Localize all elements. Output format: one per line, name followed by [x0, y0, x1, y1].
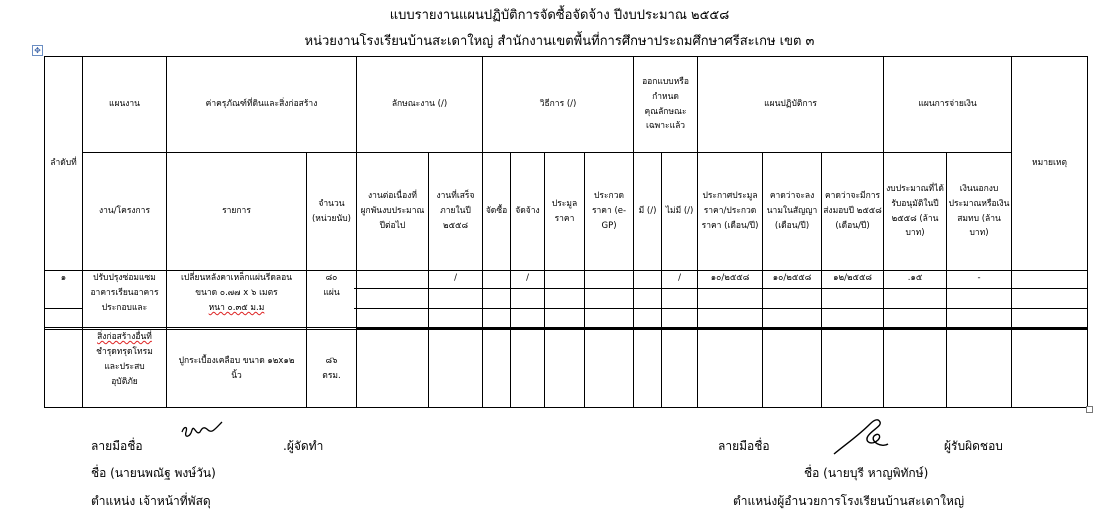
row2-cell — [429, 330, 483, 408]
row2-item-line: ปูกระเบื้องเคลือบ ขนาด ๑๒x๑๒ — [178, 355, 295, 366]
row2-cell — [483, 330, 511, 408]
col-schedule: แผนปฏิบัติการ — [698, 57, 884, 153]
col-finished: งานที่เสร็จภายในปี ๒๕๕๘ — [429, 153, 483, 271]
row1-divider-c — [44, 327, 1087, 328]
row1-budget-received: .๑๕ — [884, 271, 947, 329]
right-signature-position: ตำแหน่งผู้อำนวยการโรงเรียนบ้านสะเดาใหญ่ — [733, 494, 965, 508]
col-price-check: ประมูลราคา — [545, 153, 585, 271]
row2-qty — [307, 330, 357, 408]
col-qty: จำนวน (หน่วยนับ) — [307, 153, 357, 271]
col-remark: หมายเหตุ — [1012, 57, 1088, 271]
table-move-handle-icon[interactable]: ✥ — [32, 45, 43, 56]
row1-not-has: / — [662, 271, 698, 329]
report-title: แบบรายงานแผนปฏิบัติการจัดซื้อจัดจ้าง ปีงบประมาณ ๒๕๕๘ — [389, 8, 730, 23]
left-signature-role: .ผู้จัดทำ — [283, 439, 324, 453]
row1-hire: / — [511, 271, 545, 329]
col-continuing: งานต่อเนื่องที่ผูกพันงบประมาณปีต่อไป — [357, 153, 429, 271]
col-budget-received: งบประมาณที่ได้รับอนุมัติในปี ๒๕๕๘ (ล้านบาท) — [884, 153, 947, 271]
col-not-has: ไม่มี (/) — [662, 153, 698, 271]
row1-purchase — [483, 271, 511, 329]
row1-project-line: อาคารเรียนอาคาร — [90, 287, 159, 298]
col-has: มี (/) — [634, 153, 662, 271]
left-signature-name: ชื่อ (นายนพณัฐ พงษ์วัน) — [91, 466, 216, 480]
col-purchase: จัดซื้อ — [483, 153, 511, 271]
col-e-bid: ประกวดราคา (e-GP) — [585, 153, 634, 271]
col-delivery: คาดว่าจะมีการส่งมอบปี ๒๕๕๘ (เดือน/ปี) — [822, 153, 884, 271]
row1-delivery: ๑๒/๒๕๕๘ — [822, 271, 884, 329]
col-seq: ลำดับที่ — [45, 57, 83, 271]
row1-project-line: ประกอบและ — [101, 302, 148, 313]
row2-cell — [763, 330, 822, 408]
row2-seq — [45, 330, 83, 408]
right-signature-role: ผู้รับผิดชอบ — [944, 439, 1003, 453]
col-method: วิธีการ (/) — [483, 57, 634, 153]
row1-seq: ๑ — [45, 271, 83, 330]
row1-finished: / — [429, 271, 483, 329]
col-announce: ประกาศประมูลราคา/ประกวดราคา (เดือน/ปี) — [698, 153, 763, 271]
right-signature-name: ชื่อ (นายบุรี หาญพิทักษ์) — [804, 466, 929, 480]
row2-cell — [545, 330, 585, 408]
row2-cell — [822, 330, 884, 408]
header-row-1 — [45, 57, 1088, 153]
row1-qty-unit: แผ่น — [323, 287, 340, 298]
col-items: รายการ — [167, 153, 307, 271]
col-project: งาน/โครงการ — [83, 153, 167, 271]
row1-continuing — [357, 271, 429, 329]
row2-cell — [511, 330, 545, 408]
row2-project-line: ชำรุดทรุดโทรม — [96, 346, 153, 357]
row1-project-line: ปรับปรุงซ่อมแซม — [93, 273, 156, 283]
table-resize-handle[interactable] — [1086, 406, 1093, 413]
right-signature-label: ลายมือชื่อ — [718, 439, 770, 453]
right-signature-mark — [828, 414, 898, 458]
procurement-plan-table — [44, 56, 1088, 408]
row1-remark — [1012, 271, 1088, 329]
col-spec: ออกแบบหรือกำหนดคุณลักษณะเฉพาะแล้ว — [634, 57, 698, 153]
report-subtitle: หน่วยงานโรงเรียนบ้านสะเดาใหญ่ สำนักงานเขตพื้นที่การศึกษาประถมศึกษาศรีสะเกษ เขต ๓ — [304, 34, 815, 49]
row2-cell — [947, 330, 1012, 408]
left-signature-position: ตำแหน่ง เจ้าหน้าที่พัสดุ — [91, 494, 211, 508]
row2-cell — [662, 330, 698, 408]
header-row-2 — [45, 153, 1088, 271]
row2-project-line: อุบัติภัย — [111, 376, 138, 387]
row2-project-line: สิ่งก่อสร้างอื่นที่ — [97, 332, 152, 342]
col-contract: คาดว่าจะลงนามในสัญญา (เดือน/ปี) — [763, 153, 822, 271]
row1-item-line: เปลี่ยนหลังคาเหล็กแผ่นรีดลอน — [180, 273, 293, 283]
row2-item — [167, 330, 307, 408]
row1-announce: ๑๐/๒๕๕๘ — [698, 271, 763, 329]
row1-divider-d — [44, 308, 82, 309]
table-row — [45, 271, 1088, 329]
row1-contract: ๑๐/๒๕๕๘ — [763, 271, 822, 329]
table-row — [45, 330, 1088, 408]
row2-cell — [884, 330, 947, 408]
row1-divider-a — [354, 288, 1087, 289]
row2-project — [83, 330, 167, 408]
left-signature-mark — [178, 418, 228, 448]
row1-has — [634, 271, 662, 329]
row1-divider-b — [354, 308, 1087, 309]
row1-item-line: หนา ๐.๓๕ ม.ม — [208, 302, 265, 313]
row1-price-check — [545, 271, 585, 329]
col-budget-plan: แผนการจ่ายเงิน — [884, 57, 1012, 153]
row2-cell — [357, 330, 429, 408]
col-work-type: ลักษณะงาน (/) — [357, 57, 483, 153]
row2-cell — [698, 330, 763, 408]
col-plan: แผนงาน — [83, 57, 167, 153]
row1-item — [167, 271, 307, 330]
row1-item-line: ขนาด ๐.๗๗ x ๖ เมตร — [195, 287, 278, 298]
row1-off-budget: - — [947, 271, 1012, 329]
row2-cell — [1012, 330, 1088, 408]
col-off-budget: เงินนอกงบประมาณหรือเงินสมทบ (ล้านบาท) — [947, 153, 1012, 271]
col-hire: จัดจ้าง — [511, 153, 545, 271]
row1-project — [83, 271, 167, 330]
row1-e-bid — [585, 271, 634, 329]
row2-cell — [585, 330, 634, 408]
row2-qty-unit: ตรม. — [322, 370, 341, 381]
row2-cell — [634, 330, 662, 408]
col-item-group: ค่าครุภัณฑ์ที่ดินและสิ่งก่อสร้าง — [167, 57, 357, 153]
row1-qty-value: ๘๐ — [325, 273, 338, 283]
row2-item-line: นิ้ว — [231, 370, 242, 381]
left-signature-label: ลายมือชื่อ — [91, 439, 143, 453]
row2-qty-value: ๘๖ — [325, 355, 338, 366]
row2-project-line: และประสบ — [104, 361, 145, 372]
row1-qty — [307, 271, 357, 330]
